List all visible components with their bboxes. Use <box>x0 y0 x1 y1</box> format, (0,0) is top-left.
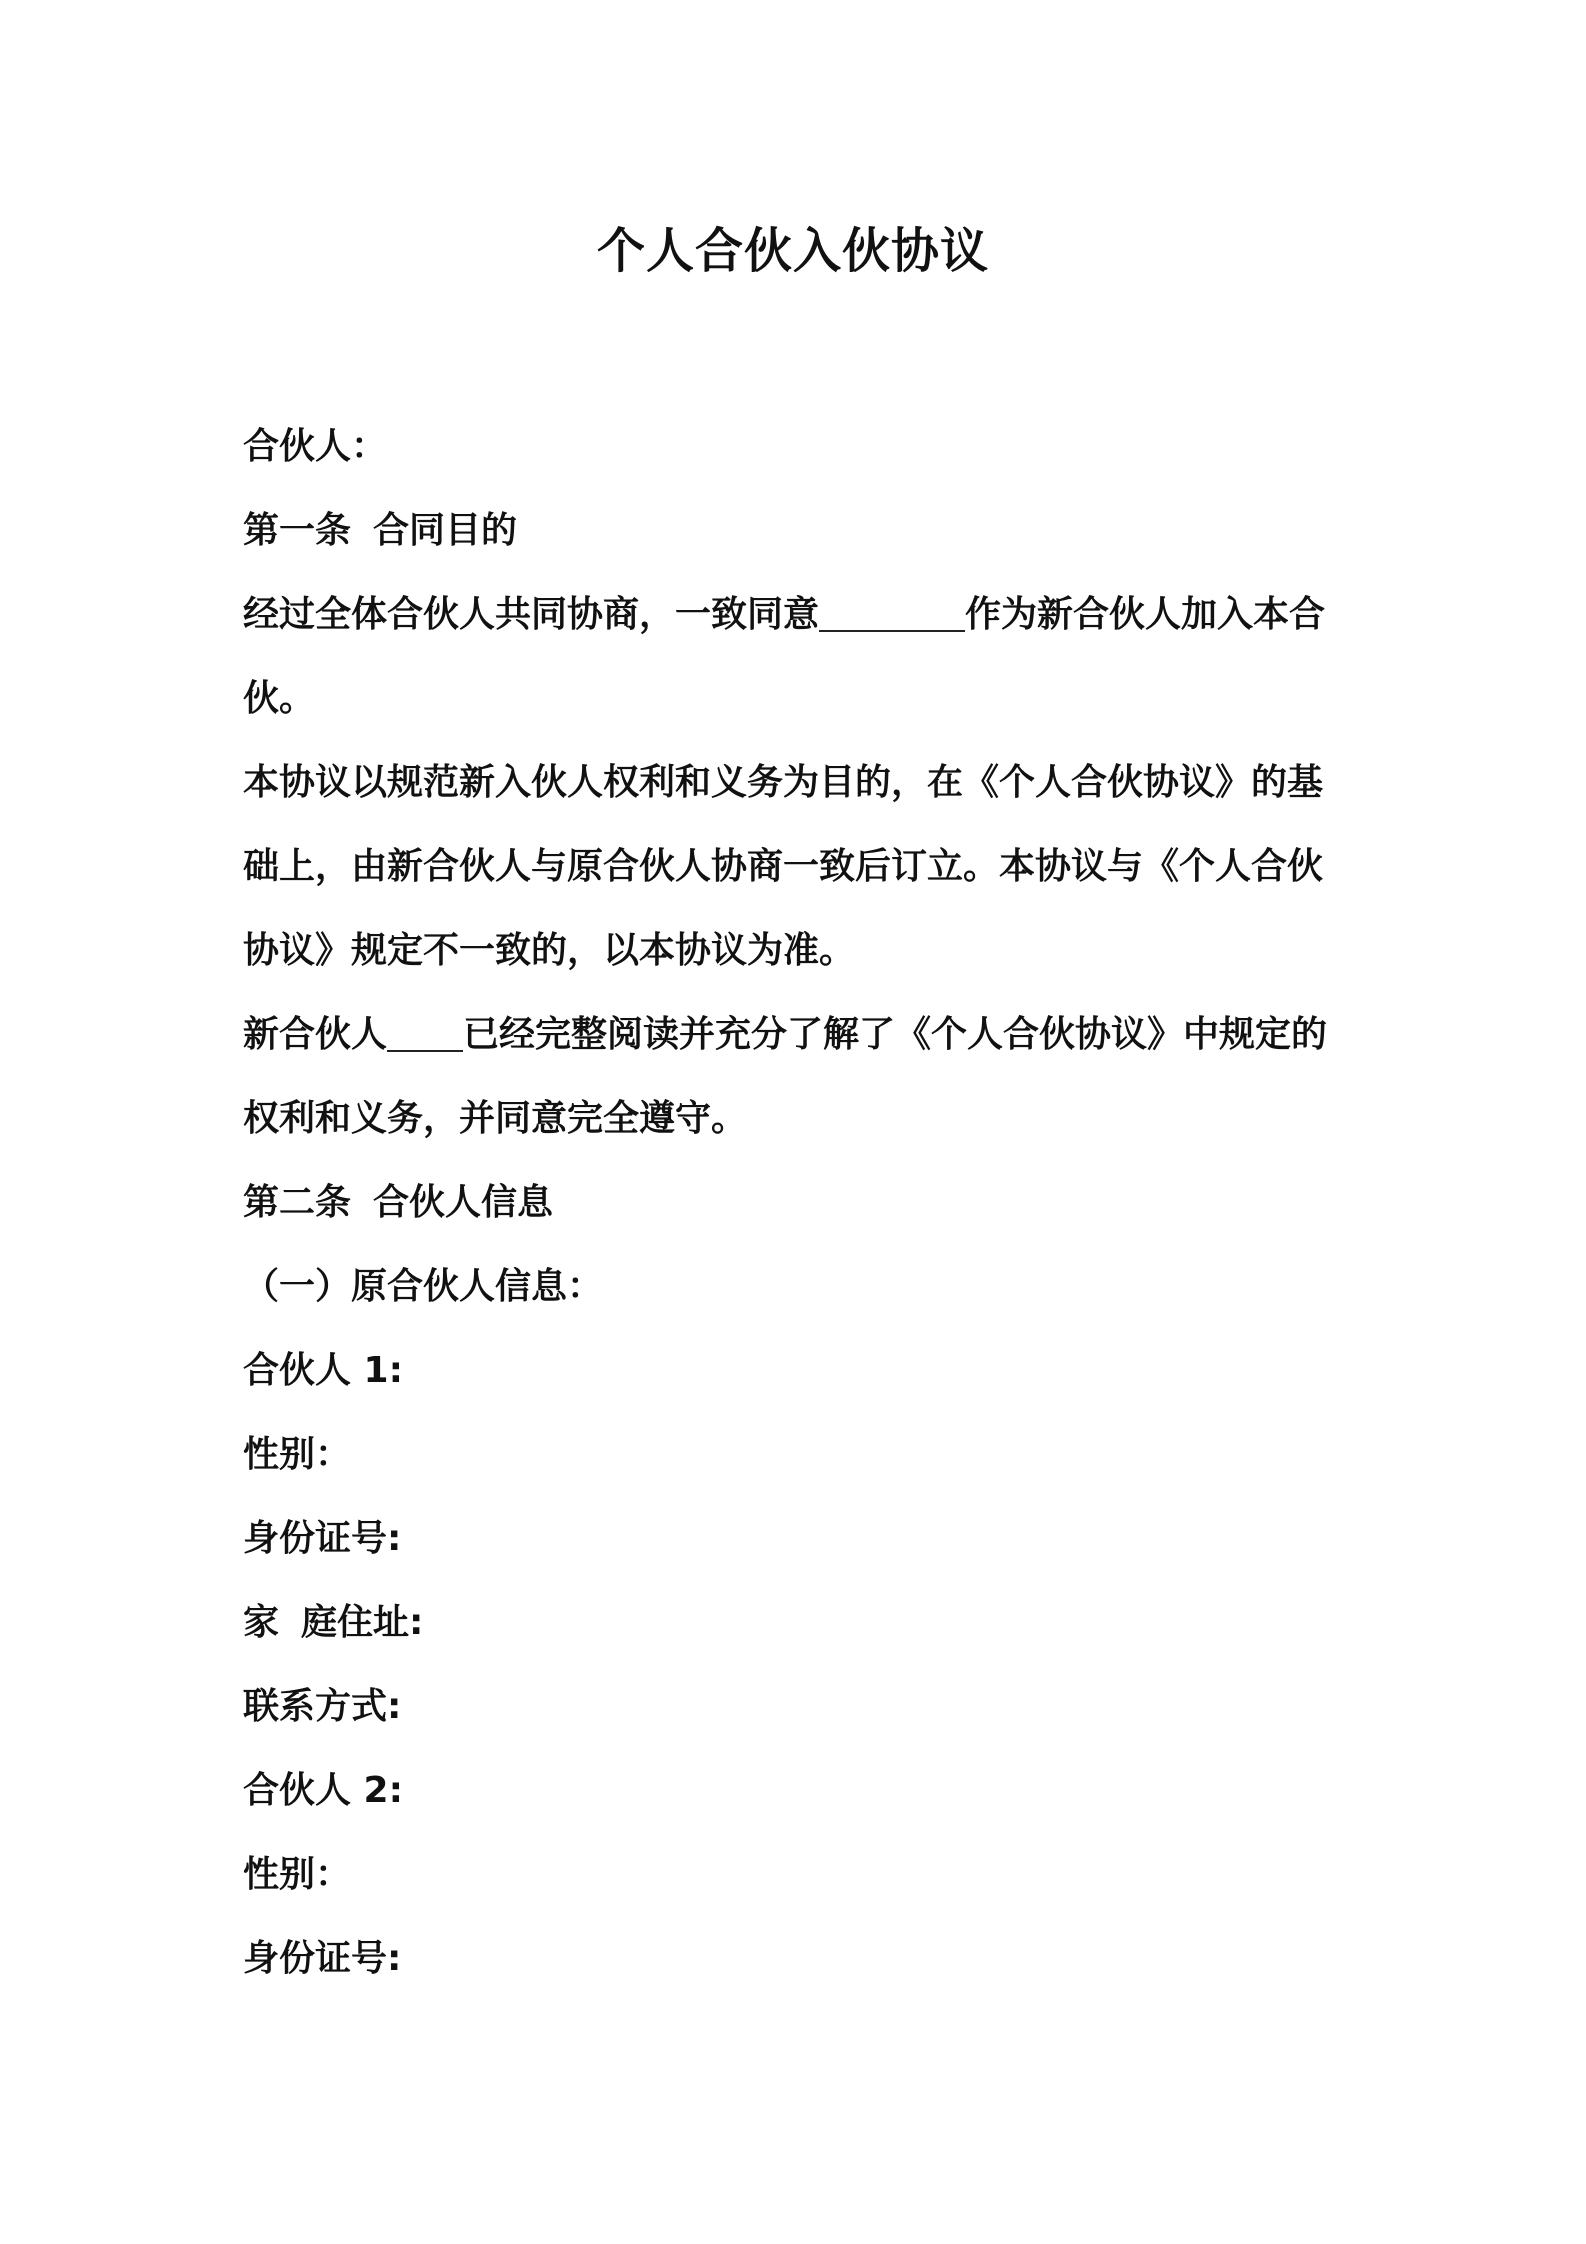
article-1-paragraph-2-line-2: 础上，由新合伙人与原合伙人协商一致后订立。本协议与《个人合伙 <box>243 846 1324 887</box>
address-label-part: 庭住址: <box>301 1602 424 1643</box>
article-1-paragraph-3-line-2: 权利和义务，并同意完全遵守。 <box>243 1098 748 1139</box>
partner-2-id-field: 身份证号: <box>243 1938 402 1979</box>
article-2-number: 第二条 <box>243 1182 352 1223</box>
partners-label: 合伙人： <box>243 426 388 467</box>
article-1-paragraph-1-line-1 <box>243 573 1355 657</box>
partner-2-label: 合伙人 2: <box>243 1770 403 1811</box>
article-1-heading <box>243 489 1355 573</box>
original-partners-subsection: （一）原合伙人信息： <box>243 1266 604 1307</box>
new-partner-blank[interactable] <box>387 1006 463 1052</box>
partner-1-label: 合伙人 1: <box>243 1350 403 1391</box>
new-partner-name-blank[interactable] <box>819 586 965 632</box>
paragraph-text: 已经完整阅读并充分了解了《个人合伙协议》中规定的 <box>463 1014 1328 1055</box>
article-1-paragraph-2-line-3: 协议》规定不一致的，以本协议为准。 <box>243 930 856 971</box>
article-2-heading <box>243 1161 1355 1245</box>
partner-2-gender-field: 性别： <box>243 1854 352 1895</box>
paragraph-text: 作为新合伙人加入本合 <box>965 594 1326 635</box>
article-1-paragraph-2-line-1: 本协议以规范新入伙人权利和义务为目的，在《个人合伙协议》的基 <box>243 762 1324 803</box>
article-1-paragraph-3-line-1 <box>243 993 1355 1077</box>
document-title: 个人合伙入伙协议 <box>596 223 989 279</box>
partner-1-address-field <box>243 1581 1355 1665</box>
address-label-part: 家 <box>243 1602 280 1643</box>
partner-1-gender-field: 性别： <box>243 1434 352 1475</box>
article-1-title: 合同目的 <box>373 510 518 551</box>
paragraph-text: 经过全体合伙人共同协商，一致同意 <box>243 594 820 635</box>
document-body <box>243 405 1355 2001</box>
article-2-title: 合伙人信息 <box>373 1182 554 1223</box>
article-1-paragraph-1-line-2: 伙。 <box>243 678 316 719</box>
paragraph-text: 新合伙人 <box>243 1014 388 1055</box>
partner-1-contact-field: 联系方式: <box>243 1686 402 1727</box>
article-1-number: 第一条 <box>243 510 352 551</box>
partner-1-id-field: 身份证号: <box>243 1518 402 1559</box>
